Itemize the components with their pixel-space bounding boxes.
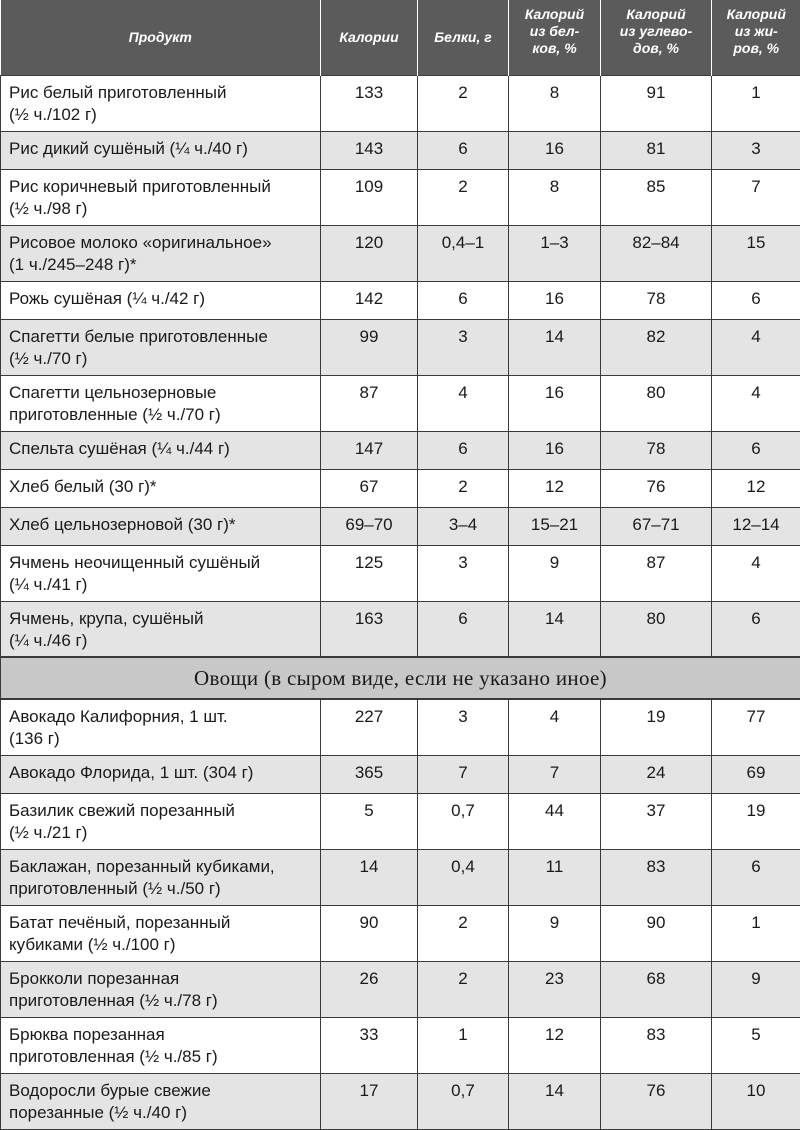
product-name-cell	[1, 755, 321, 793]
product-name-line: Рис дикий сушёный (¼ ч./40 г)	[9, 138, 314, 160]
product-name-line: Батат печёный, порезанный	[9, 912, 314, 934]
cal-fat-cell: 6	[712, 281, 800, 319]
calories-cell: 163	[321, 601, 418, 657]
table-row	[1, 545, 800, 601]
protein-cell: 3	[418, 545, 509, 601]
calories-cell: 90	[321, 905, 418, 961]
product-name-line: Ячмень неочищенный сушёный	[9, 552, 314, 574]
table-row	[1, 431, 800, 469]
cal-carbs-cell: 76	[601, 469, 712, 507]
calories-cell: 109	[321, 169, 418, 225]
calories-cell: 365	[321, 755, 418, 793]
product-name-cell	[1, 699, 321, 755]
table-row	[1, 961, 800, 1017]
product-name-cell	[1, 961, 321, 1017]
cal-carbs-cell: 78	[601, 431, 712, 469]
calories-cell: 120	[321, 225, 418, 281]
cal-carbs-cell: 85	[601, 169, 712, 225]
calories-cell: 227	[321, 699, 418, 755]
product-name-cell	[1, 601, 321, 657]
protein-cell: 3	[418, 699, 509, 755]
product-name-line: Базилик свежий порезанный	[9, 800, 314, 822]
header-calories: Калории	[321, 0, 418, 75]
cal-fat-cell: 5	[712, 1017, 800, 1073]
product-name-line: Рисовое молоко «оригинальное»	[9, 232, 314, 254]
product-name-line: Брокколи порезанная	[9, 968, 314, 990]
header-cal-fat: Калорий из жи- ров, %	[712, 0, 800, 75]
calories-cell: 147	[321, 431, 418, 469]
product-name-line: кубиками (½ ч./100 г)	[9, 934, 314, 956]
section-title: Овощи (в сыром виде, если не указано иное)	[1, 657, 800, 699]
protein-cell: 0,4	[418, 849, 509, 905]
cal-fat-cell: 15	[712, 225, 800, 281]
product-name-cell	[1, 281, 321, 319]
table-row	[1, 75, 800, 131]
product-name-line: Спагетти цельнозерновые	[9, 382, 314, 404]
product-name-cell	[1, 469, 321, 507]
product-name-cell	[1, 849, 321, 905]
cal-protein-cell: 14	[509, 1073, 601, 1129]
cal-fat-cell: 9	[712, 961, 800, 1017]
product-name-cell	[1, 75, 321, 131]
product-name-cell	[1, 225, 321, 281]
product-name-cell	[1, 431, 321, 469]
cal-carbs-cell: 90	[601, 905, 712, 961]
table-row	[1, 849, 800, 905]
product-name-cell	[1, 375, 321, 431]
cal-protein-cell: 7	[509, 755, 601, 793]
table-row	[1, 131, 800, 169]
header-product: Продукт	[1, 0, 321, 75]
product-name-line: (½ ч./21 г)	[9, 822, 314, 844]
product-name-line: Спельта сушёная (¼ ч./44 г)	[9, 438, 314, 460]
protein-cell: 0,7	[418, 1073, 509, 1129]
cal-carbs-cell: 37	[601, 793, 712, 849]
protein-cell: 2	[418, 169, 509, 225]
cal-carbs-cell: 82–84	[601, 225, 712, 281]
cal-protein-cell: 14	[509, 601, 601, 657]
product-name-line: Хлеб цельнозерновой (30 г)*	[9, 514, 314, 536]
header-cal-carbs: Калорий из углево- дов, %	[601, 0, 712, 75]
product-name-line: Рис коричневый приготовленный	[9, 176, 314, 198]
cal-carbs-cell: 91	[601, 75, 712, 131]
cal-fat-cell: 12	[712, 469, 800, 507]
product-name-cell	[1, 319, 321, 375]
cal-fat-cell: 6	[712, 431, 800, 469]
table-row	[1, 375, 800, 431]
table-row	[1, 169, 800, 225]
product-name-line: Авокадо Флорида, 1 шт. (304 г)	[9, 762, 314, 784]
product-name-line: приготовленная (½ ч./78 г)	[9, 990, 314, 1012]
product-name-cell	[1, 1073, 321, 1129]
cal-carbs-cell: 87	[601, 545, 712, 601]
cal-protein-cell: 14	[509, 319, 601, 375]
product-name-cell	[1, 169, 321, 225]
product-name-line: Хлеб белый (30 г)*	[9, 476, 314, 498]
table-body	[1, 75, 800, 1129]
cal-protein-cell: 8	[509, 169, 601, 225]
cal-protein-cell: 1–3	[509, 225, 601, 281]
protein-cell: 4	[418, 375, 509, 431]
product-name-line: (136 г)	[9, 728, 314, 750]
cal-protein-cell: 16	[509, 375, 601, 431]
cal-fat-cell: 19	[712, 793, 800, 849]
cal-protein-cell: 4	[509, 699, 601, 755]
table-row	[1, 793, 800, 849]
product-name-line: Авокадо Калифорния, 1 шт.	[9, 706, 314, 728]
calories-cell: 143	[321, 131, 418, 169]
table-row	[1, 699, 800, 755]
header-row	[1, 0, 800, 75]
product-name-line: Водоросли бурые свежие	[9, 1080, 314, 1102]
protein-cell: 1	[418, 1017, 509, 1073]
cal-fat-cell: 7	[712, 169, 800, 225]
calories-cell: 17	[321, 1073, 418, 1129]
product-name-cell	[1, 545, 321, 601]
product-name-line: Брюква порезанная	[9, 1024, 314, 1046]
protein-cell: 3–4	[418, 507, 509, 545]
cal-carbs-cell: 81	[601, 131, 712, 169]
product-name-line: приготовленный (½ ч./50 г)	[9, 878, 314, 900]
table-row	[1, 601, 800, 657]
cal-carbs-cell: 80	[601, 601, 712, 657]
cal-carbs-cell: 80	[601, 375, 712, 431]
cal-protein-cell: 44	[509, 793, 601, 849]
product-name-cell	[1, 131, 321, 169]
cal-fat-cell: 4	[712, 319, 800, 375]
cal-fat-cell: 77	[712, 699, 800, 755]
table-row	[1, 319, 800, 375]
cal-fat-cell: 12–14	[712, 507, 800, 545]
protein-cell: 7	[418, 755, 509, 793]
table-row	[1, 469, 800, 507]
header-protein: Белки, г	[418, 0, 509, 75]
product-name-line: Спагетти белые приготовленные	[9, 326, 314, 348]
calories-cell: 33	[321, 1017, 418, 1073]
product-name-line: (½ ч./102 г)	[9, 104, 314, 126]
cal-protein-cell: 8	[509, 75, 601, 131]
cal-carbs-cell: 67–71	[601, 507, 712, 545]
cal-fat-cell: 10	[712, 1073, 800, 1129]
cal-fat-cell: 4	[712, 375, 800, 431]
product-name-cell	[1, 793, 321, 849]
table-row	[1, 281, 800, 319]
calories-cell: 87	[321, 375, 418, 431]
product-name-line: (¼ ч./41 г)	[9, 574, 314, 596]
cal-carbs-cell: 78	[601, 281, 712, 319]
protein-cell: 0,7	[418, 793, 509, 849]
cal-protein-cell: 16	[509, 131, 601, 169]
cal-carbs-cell: 68	[601, 961, 712, 1017]
product-name-line: (½ ч./98 г)	[9, 198, 314, 220]
product-name-line: Ячмень, крупа, сушёный	[9, 608, 314, 630]
cal-carbs-cell: 76	[601, 1073, 712, 1129]
cal-fat-cell: 1	[712, 75, 800, 131]
product-name-cell	[1, 1017, 321, 1073]
protein-cell: 6	[418, 601, 509, 657]
cal-protein-cell: 23	[509, 961, 601, 1017]
product-name-cell	[1, 905, 321, 961]
table-row	[1, 507, 800, 545]
calories-cell: 5	[321, 793, 418, 849]
product-name-line: порезанные (½ ч./40 г)	[9, 1102, 314, 1124]
cal-protein-cell: 12	[509, 1017, 601, 1073]
protein-cell: 2	[418, 905, 509, 961]
table-row	[1, 905, 800, 961]
cal-carbs-cell: 19	[601, 699, 712, 755]
cal-protein-cell: 12	[509, 469, 601, 507]
cal-protein-cell: 11	[509, 849, 601, 905]
cal-carbs-cell: 83	[601, 1017, 712, 1073]
cal-fat-cell: 6	[712, 601, 800, 657]
cal-carbs-cell: 24	[601, 755, 712, 793]
cal-protein-cell: 16	[509, 281, 601, 319]
protein-cell: 3	[418, 319, 509, 375]
calories-cell: 69–70	[321, 507, 418, 545]
cal-protein-cell: 15–21	[509, 507, 601, 545]
product-name-line: Баклажан, порезанный кубиками,	[9, 856, 314, 878]
protein-cell: 2	[418, 961, 509, 1017]
cal-protein-cell: 9	[509, 905, 601, 961]
calories-cell: 14	[321, 849, 418, 905]
calories-cell: 125	[321, 545, 418, 601]
calories-cell: 67	[321, 469, 418, 507]
calories-cell: 142	[321, 281, 418, 319]
product-name-line: (¼ ч./46 г)	[9, 630, 314, 652]
table-row	[1, 755, 800, 793]
calories-cell: 26	[321, 961, 418, 1017]
cal-protein-cell: 16	[509, 431, 601, 469]
protein-cell: 2	[418, 75, 509, 131]
protein-cell: 6	[418, 281, 509, 319]
product-name-line: (½ ч./70 г)	[9, 348, 314, 370]
calories-cell: 133	[321, 75, 418, 131]
product-name-line: (1 ч./245–248 г)*	[9, 254, 314, 276]
cal-fat-cell: 1	[712, 905, 800, 961]
cal-fat-cell: 3	[712, 131, 800, 169]
protein-cell: 2	[418, 469, 509, 507]
table-row	[1, 1017, 800, 1073]
cal-fat-cell: 69	[712, 755, 800, 793]
product-name-line: Рис белый приготовленный	[9, 82, 314, 104]
cal-protein-cell: 9	[509, 545, 601, 601]
cal-carbs-cell: 82	[601, 319, 712, 375]
cal-fat-cell: 6	[712, 849, 800, 905]
protein-cell: 0,4–1	[418, 225, 509, 281]
header-cal-protein: Калорий из бел- ков, %	[509, 0, 601, 75]
product-name-line: приготовленная (½ ч./85 г)	[9, 1046, 314, 1068]
protein-cell: 6	[418, 131, 509, 169]
cal-carbs-cell: 83	[601, 849, 712, 905]
table-row	[1, 1073, 800, 1129]
table-header	[1, 0, 800, 75]
product-name-cell	[1, 507, 321, 545]
product-name-line: Рожь сушёная (¼ ч./42 г)	[9, 288, 314, 310]
table-row	[1, 225, 800, 281]
product-name-line: приготовленные (½ ч./70 г)	[9, 404, 314, 426]
calories-cell: 99	[321, 319, 418, 375]
protein-cell: 6	[418, 431, 509, 469]
cal-fat-cell: 4	[712, 545, 800, 601]
section-row	[1, 657, 800, 699]
